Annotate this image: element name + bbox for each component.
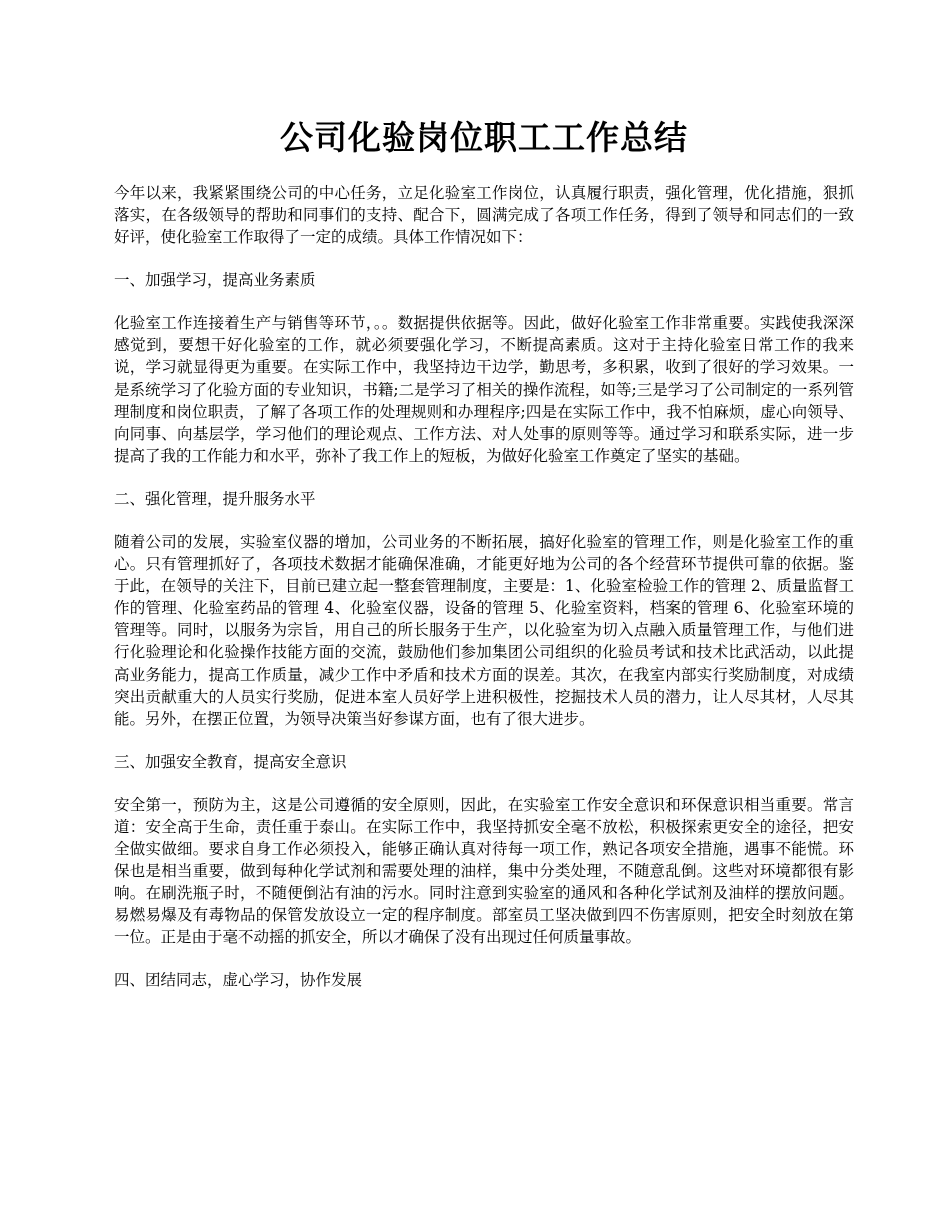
section-2-body: 随着公司的发展，实验室仪器的增加，公司业务的不断拓展，搞好化验室的管理工作，则是化验室工作的重心。只有管理抓好了，各项技术数据才能确保准确，才能更好地为公司的各个经营环节提供可靠的依据。鉴于此，在领导的关注下，目前已建立起一整套管理制度，主要是：1、化验室检验工作的管理 2、质量监督工作的管理、化验室药品的管理 4、化验室仪器，设备的管理 5、化验室资料，档案的管理 6、化验室环境的管理等。同时，以服务为宗旨，用自己的所长服务于生产，以化验室为切入点融入质量管理工作，与他们进行化验理论和化验操作技能方面的交流，鼓励他们参加集团公司组织的化验员考试和技术比武活动，以此提高业务能力，提高工作质量，减少工作中矛盾和技术方面的误差。其次，在我室内部实行奖励制度，对成绩突出贡献重大的人员实行奖励，促进本室人员好学上进积极性，挖掘技术人员的潜力，让人尽其材，人尽其能。另外，在摆正位置，为领导决策当好参谋方面，也有了很大进步。 <box>114 532 854 728</box>
intro-paragraph: 今年以来，我紧紧围绕公司的中心任务，立足化验室工作岗位，认真履行职责，强化管理，优化措施，狠抓落实，在各级领导的帮助和同事们的支持、配合下，圆满完成了各项工作任务，得到了领导和同志们的一致好评，使化验室工作取得了一定的成绩。具体工作情况如下： <box>114 184 854 247</box>
document-title: 公司化验岗位职工工作总结 <box>280 118 688 157</box>
section-3-body: 安全第一，预防为主，这是公司遵循的安全原则，因此，在实验室工作安全意识和环保意识相当重要。常言道：安全高于生命，责任重于泰山。在实际工作中，我坚持抓安全毫不放松，积极探索更安全的途径，把安全做实做细。要求自身工作必须投入，能够正确认真对待每一项工作，熟记各项安全措施，遇事不能慌。环保也是相当重要，做到每种化学试剂和需要处理的油样，集中分类处理，不随意乱倒。这些对环境都很有影响。在刷洗瓶子时，不随便倒沾有油的污水。同时注意到实验室的通风和各种化学试剂及油样的摆放问题。易燃易爆及有毒物品的保管发放设立一定的程序制度。部室员工坚决做到四不伤害原则，把安全时刻放在第一位。正是由于毫不动摇的抓安全，所以才确保了没有出现过任何质量事故。 <box>114 795 854 947</box>
section-4-heading: 四、团结同志，虚心学习，协作发展 <box>114 971 363 990</box>
section-1-heading: 一、加强学习，提高业务素质 <box>114 271 316 290</box>
section-3-heading: 三、加强安全教育，提高安全意识 <box>114 752 347 771</box>
section-2-heading: 二、强化管理，提升服务水平 <box>114 489 316 508</box>
document-page <box>114 0 854 991</box>
section-1-body: 化验室工作连接着生产与销售等环节，。。数据提供依据等。因此，做好化验室工作非常重要。实践使我深深感觉到，要想干好化验室的工作，就必须要强化学习，不断提高素质。这对于主持化验室日常工作的我来说，学习就显得更为重要。在实际工作中，我坚持边干边学，勤思考，多积累，收到了很好的学习效果。一是系统学习了化验方面的专业知识，书籍;二是学习了相关的操作流程，如等;三是学习了公司制定的一系列管理制度和岗位职责，了解了各项工作的处理规则和办理程序;四是在实际工作中，我不怕麻烦，虚心向领导、向同事、向基层学，学习他们的理论观点、工作方法、对人处事的原则等等。通过学习和联系实际，进一步提高了我的工作能力和水平，弥补了我工作上的短板，为做好化验室工作奠定了坚实的基础。 <box>114 314 854 465</box>
